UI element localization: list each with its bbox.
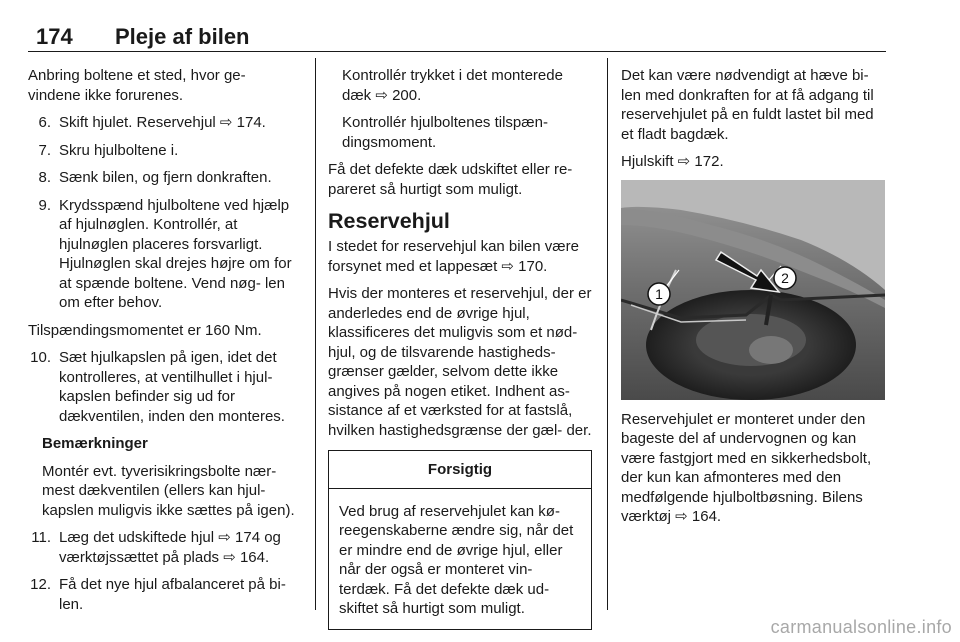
header-rule <box>28 51 886 52</box>
list-item <box>28 196 300 313</box>
notes-block <box>42 434 300 520</box>
list-item <box>28 168 300 188</box>
list-number: 8. <box>38 169 51 186</box>
spare-wheel-illustration <box>621 180 885 400</box>
paragraph: Reservehjulet er monteret under den bageste del af undervognen og kan være fastgjort med en sikkerhedsbolt, der kun kan afmonteres med den medfølgende hjulboltbøsning. Bilens værktøj ⇨ 164. <box>621 410 872 525</box>
list-item <box>28 113 300 133</box>
list-text: Sænk bilen, og fjern donkraften. <box>59 169 272 186</box>
list-text: Sæt hjulkapslen på igen, idet det kontrolleres, at ventilhullet i hjul- kapslen befinder sig ud for dækventilen, inden den monteres. <box>59 349 285 425</box>
column-divider-2 <box>607 58 608 610</box>
list-item <box>28 348 300 426</box>
continued-text: Anbring boltene et sted, hvor ge- vindene ikke forurenes. <box>28 67 246 104</box>
continued-text: Kontrollér hjulboltenes tilspæn- dingsmoment. <box>342 114 548 151</box>
list-number: 6. <box>38 114 51 131</box>
list-number: 7. <box>38 141 51 159</box>
list-number: 11. <box>31 529 51 546</box>
list-text: Skift hjulet. Reservehjul ⇨ 174. <box>59 114 266 131</box>
list-number: 12. <box>30 576 51 593</box>
spare-wheel-photo <box>621 180 885 400</box>
paragraph: Det kan være nødvendigt at hæve bi- len med donkraften for at få adgang til reservehjulet på en fuldt lastet bil med et fladt bagdæk. <box>621 67 874 143</box>
list-item <box>28 575 300 614</box>
column-2 <box>328 66 592 630</box>
page-title: Pleje af bilen <box>115 24 250 49</box>
callout-label-1: 1 <box>655 285 663 302</box>
callout-label-2: 2 <box>781 269 789 286</box>
list-text: Få det nye hjul afbalanceret på bi- len. <box>59 576 286 613</box>
notes-heading: Bemærkninger <box>42 435 148 452</box>
caution-box <box>328 450 592 630</box>
column-divider-1 <box>315 58 316 610</box>
list-text: Læg det udskiftede hjul ⇨ 174 og værktøjssættet på plads ⇨ 164. <box>59 529 281 566</box>
caution-title: Forsigtig <box>329 451 591 489</box>
section-heading: Reservehjul <box>328 209 450 233</box>
paragraph: Hjulskift ⇨ 172. <box>621 153 724 170</box>
list-number: 9. <box>38 196 51 214</box>
list-item <box>28 528 300 567</box>
paragraph: Få det defekte dæk udskiftet eller re- pareret så hurtigt som muligt. <box>328 161 573 198</box>
notes-text: Montér evt. tyverisikringsbolte nær- mest dækventilen (ellers kan hjul- kapslen muligvis ikke sættes på igen). <box>42 462 295 519</box>
torque-text: Tilspændingsmomentet er 160 Nm. <box>28 321 262 339</box>
paragraph: I stedet for reservehjul kan bilen være forsynet med et lappesæt ⇨ 170. <box>328 238 579 275</box>
watermark: carmanualsonline.info <box>770 617 952 637</box>
list-number: 10. <box>30 349 51 366</box>
continued-text: Kontrollér trykket i det monterede dæk ⇨ 200. <box>342 67 563 104</box>
list-item <box>28 141 300 161</box>
list-text: Skru hjulboltene i. <box>59 141 179 159</box>
list-text: Krydsspænd hjulboltene ved hjælp af hjulnøglen. Kontrollér, at hjulnøglen placeres forsvarligt. Hjulnøglen skal drejes højre om for at spænde boltene. Vend nøg- len om efter behov. <box>59 196 292 311</box>
column-3 <box>621 66 887 535</box>
page-number: 174 <box>36 24 73 49</box>
paragraph: Hvis der monteres et reservehjul, der er anderledes end de øvrige hjul, klassificeres det muligvis som et nød- hjul, og de tilsvarende hastigheds- grænser gælder, selvom dette ikke angives på nogen etiket. Indhent as- sistance af et værksted for at fastslå, hvilken hastighedsgrænse der gæl- der. <box>328 285 592 439</box>
column-1 <box>28 66 300 622</box>
caution-text: Ved brug af reservehjulet kan kø- reegenskaberne ændre sig, når det er mindre end de øvrige hjul, eller når der også er monteret vin- terdæk. Få det defekte dæk ud- skiftet så hurtigt som muligt. <box>339 502 574 617</box>
